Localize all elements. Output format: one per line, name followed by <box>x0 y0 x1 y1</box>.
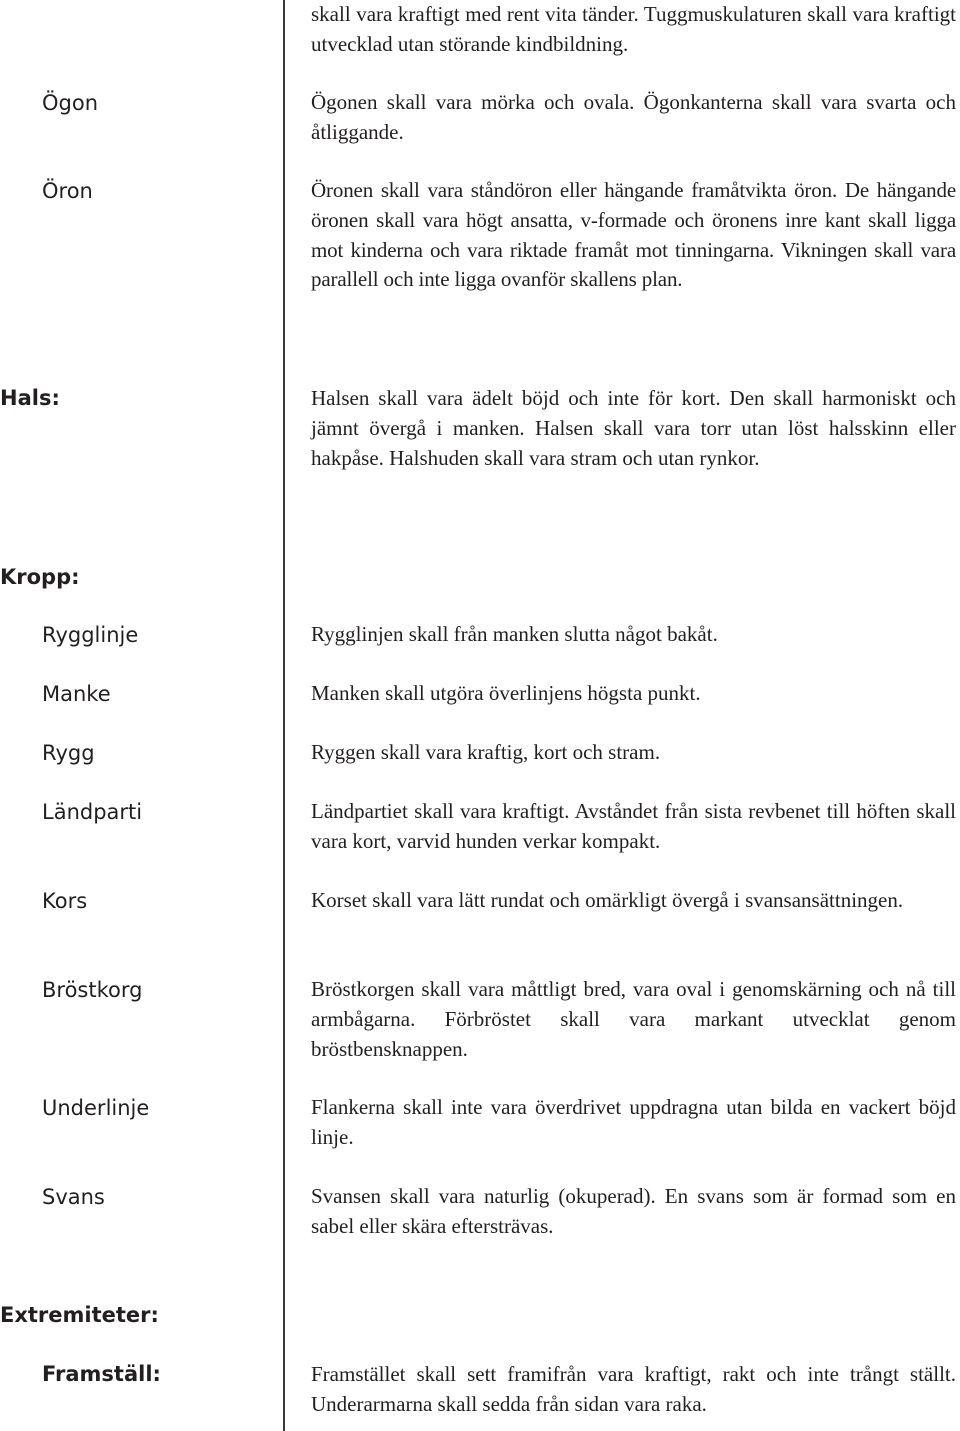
section-heading-hals: Hals: <box>0 386 60 410</box>
paragraph-rygg: Ryggen skall vara kraftig, kort och stram. <box>311 740 661 764</box>
intro-paragraph: skall vara kraftigt med rent vita tänder. Tuggmuskulaturen skall vara kraftigt utvecklad utan störande kindbildning. <box>311 2 956 56</box>
label-underlinje: Underlinje <box>42 1096 150 1120</box>
label-rygg: Rygg <box>42 741 95 765</box>
label-manke: Manke <box>42 682 111 706</box>
paragraph-svans: Svansen skall vara naturlig (okuperad). En svans som är formad som en sabel eller skära eftersträvas. <box>311 1184 956 1238</box>
column-divider <box>283 0 285 1431</box>
label-framstall: Framställ: <box>42 1362 161 1386</box>
label-ogon: Ögon <box>42 91 99 115</box>
paragraph-framstall: Framstället skall sett framifrån vara kraftigt, rakt och inte trångt ställt. Underarmarna skall sedda från sidan vara raka. <box>311 1362 956 1416</box>
label-kors: Kors <box>42 889 88 913</box>
section-heading-kropp: Kropp: <box>0 565 80 589</box>
paragraph-manke: Manken skall utgöra överlinjens högsta punkt. <box>311 681 701 705</box>
paragraph-underlinje: Flankerna skall inte vara överdrivet uppdragna utan bilda en vackert böjd linje. <box>311 1095 956 1149</box>
label-svans: Svans <box>42 1185 105 1209</box>
label-oron: Öron <box>42 179 93 203</box>
paragraph-landparti: Ländpartiet skall vara kraftigt. Avståndet från sista revbenet till höften skall vara kort, varvid hunden verkar kompakt. <box>311 799 956 853</box>
paragraph-rygglinje: Rygglinjen skall från manken slutta något bakåt. <box>311 622 718 646</box>
label-brostkorg: Bröstkorg <box>42 978 143 1002</box>
paragraph-brostkorg: Bröstkorgen skall vara måttligt bred, vara oval i genomskärning och nå till armbågarna. Förbröstet skall vara markant utvecklat genom bröstbensknappen. <box>311 977 956 1061</box>
paragraph-hals: Halsen skall vara ädelt böjd och inte för kort. Den skall harmoniskt och jämnt övergå i manken. Halsen skall vara torr utan löst halsskinn eller hakpåse. Halshuden skall vara stram och utan rynkor. <box>311 386 956 470</box>
label-rygglinje: Rygglinje <box>42 623 139 647</box>
label-landparti: Ländparti <box>42 800 143 824</box>
paragraph-oron: Öronen skall vara ståndöron eller hängande framåtvikta öron. De hängande öronen skall vara högt ansatta, v-formade och öronens inre kant skall ligga mot kinderna och vara riktade framåt mot tinningarna. Vikningen skall vara parallell och inte ligga ovanför skallens plan. <box>311 178 956 292</box>
paragraph-kors: Korset skall vara lätt rundat och omärkligt övergå i svansansättningen. <box>311 888 904 912</box>
section-heading-extremiteter: Extremiteter: <box>0 1303 159 1327</box>
paragraph-ogon: Ögonen skall vara mörka och ovala. Ögonkanterna skall vara svarta och åtliggande. <box>311 90 956 144</box>
